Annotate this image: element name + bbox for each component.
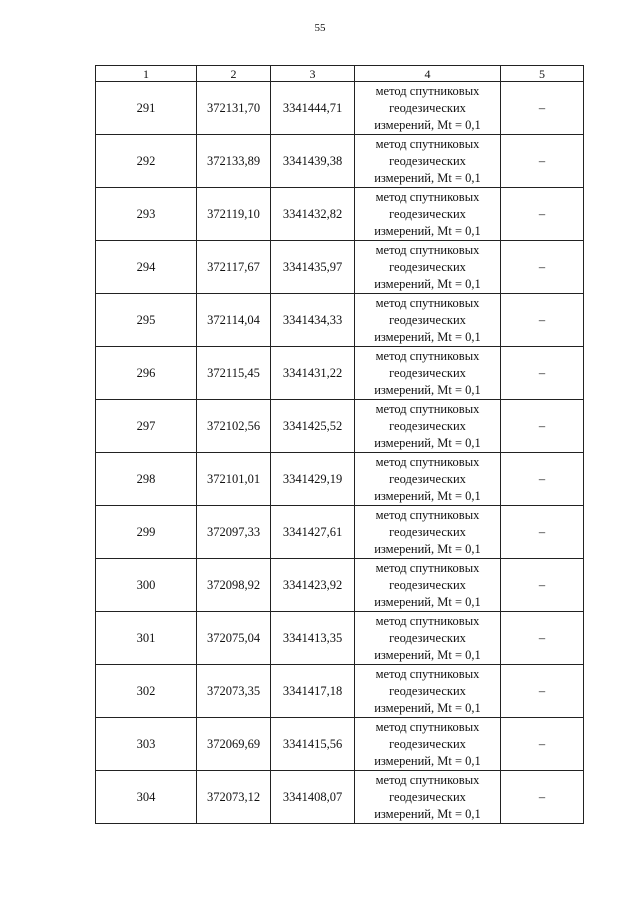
column-header-5: 5 <box>501 66 584 82</box>
method-line: геодезических <box>389 365 466 380</box>
note-cell: – <box>501 294 584 347</box>
method-line: метод спутниковых <box>375 454 480 469</box>
x-coordinate-cell: 372119,10 <box>197 188 271 241</box>
column-header-4: 4 <box>355 66 501 82</box>
method-line: метод спутниковых <box>375 189 480 204</box>
table-row <box>96 453 584 506</box>
y-coordinate-cell: 3341439,38 <box>271 135 355 188</box>
method-line: измерений, Mt = 0,1 <box>374 435 481 450</box>
method-line: метод спутниковых <box>375 613 480 628</box>
method-line: измерений, Mt = 0,1 <box>374 223 481 238</box>
table-row <box>96 135 584 188</box>
method-line: метод спутниковых <box>375 772 480 787</box>
method-cell <box>355 559 501 612</box>
column-header-2: 2 <box>197 66 271 82</box>
x-coordinate-cell: 372133,89 <box>197 135 271 188</box>
note-cell: – <box>501 135 584 188</box>
method-line: измерений, Mt = 0,1 <box>374 276 481 291</box>
x-coordinate-cell: 372131,70 <box>197 82 271 135</box>
method-line: измерений, Mt = 0,1 <box>374 753 481 768</box>
method-line: метод спутниковых <box>375 507 480 522</box>
table-row <box>96 771 584 824</box>
method-cell <box>355 612 501 665</box>
y-coordinate-cell: 3341408,07 <box>271 771 355 824</box>
method-cell <box>355 506 501 559</box>
x-coordinate-cell: 372117,67 <box>197 241 271 294</box>
method-cell <box>355 400 501 453</box>
point-number-cell: 295 <box>96 294 197 347</box>
point-number-cell: 292 <box>96 135 197 188</box>
note-cell: – <box>501 506 584 559</box>
method-line: метод спутниковых <box>375 401 480 416</box>
method-cell <box>355 453 501 506</box>
method-line: геодезических <box>389 153 466 168</box>
y-coordinate-cell: 3341423,92 <box>271 559 355 612</box>
point-number-cell: 304 <box>96 771 197 824</box>
note-cell: – <box>501 559 584 612</box>
x-coordinate-cell: 372101,01 <box>197 453 271 506</box>
method-line: измерений, Mt = 0,1 <box>374 806 481 821</box>
y-coordinate-cell: 3341425,52 <box>271 400 355 453</box>
method-cell <box>355 771 501 824</box>
method-cell <box>355 718 501 771</box>
y-coordinate-cell: 3341413,35 <box>271 612 355 665</box>
method-cell <box>355 188 501 241</box>
method-line: измерений, Mt = 0,1 <box>374 594 481 609</box>
method-line: геодезических <box>389 312 466 327</box>
x-coordinate-cell: 372114,04 <box>197 294 271 347</box>
method-line: метод спутниковых <box>375 666 480 681</box>
y-coordinate-cell: 3341417,18 <box>271 665 355 718</box>
table-body <box>96 82 584 824</box>
method-line: метод спутниковых <box>375 719 480 734</box>
method-line: геодезических <box>389 789 466 804</box>
table-row <box>96 400 584 453</box>
point-number-cell: 303 <box>96 718 197 771</box>
y-coordinate-cell: 3341427,61 <box>271 506 355 559</box>
note-cell: – <box>501 347 584 400</box>
method-line: геодезических <box>389 577 466 592</box>
table-row <box>96 188 584 241</box>
table-row <box>96 347 584 400</box>
y-coordinate-cell: 3341444,71 <box>271 82 355 135</box>
note-cell: – <box>501 241 584 294</box>
column-header-1: 1 <box>96 66 197 82</box>
method-cell <box>355 82 501 135</box>
point-number-cell: 302 <box>96 665 197 718</box>
method-line: геодезических <box>389 100 466 115</box>
note-cell: – <box>501 771 584 824</box>
method-cell <box>355 135 501 188</box>
method-line: метод спутниковых <box>375 83 480 98</box>
method-line: геодезических <box>389 524 466 539</box>
method-line: метод спутниковых <box>375 348 480 363</box>
method-line: измерений, Mt = 0,1 <box>374 117 481 132</box>
note-cell: – <box>501 188 584 241</box>
point-number-cell: 300 <box>96 559 197 612</box>
method-line: геодезических <box>389 630 466 645</box>
note-cell: – <box>501 718 584 771</box>
point-number-cell: 293 <box>96 188 197 241</box>
table-row <box>96 294 584 347</box>
x-coordinate-cell: 372098,92 <box>197 559 271 612</box>
method-line: измерений, Mt = 0,1 <box>374 488 481 503</box>
method-line: метод спутниковых <box>375 295 480 310</box>
point-number-cell: 298 <box>96 453 197 506</box>
table-row <box>96 82 584 135</box>
y-coordinate-cell: 3341432,82 <box>271 188 355 241</box>
y-coordinate-cell: 3341415,56 <box>271 718 355 771</box>
method-cell <box>355 294 501 347</box>
table-row <box>96 665 584 718</box>
method-cell <box>355 241 501 294</box>
method-line: измерений, Mt = 0,1 <box>374 647 481 662</box>
method-line: измерений, Mt = 0,1 <box>374 700 481 715</box>
x-coordinate-cell: 372097,33 <box>197 506 271 559</box>
point-number-cell: 297 <box>96 400 197 453</box>
method-line: геодезических <box>389 206 466 221</box>
x-coordinate-cell: 372115,45 <box>197 347 271 400</box>
method-line: измерений, Mt = 0,1 <box>374 329 481 344</box>
coordinates-table <box>95 65 584 824</box>
method-line: метод спутниковых <box>375 560 480 575</box>
table-row <box>96 241 584 294</box>
note-cell: – <box>501 82 584 135</box>
note-cell: – <box>501 453 584 506</box>
y-coordinate-cell: 3341434,33 <box>271 294 355 347</box>
method-cell <box>355 347 501 400</box>
point-number-cell: 299 <box>96 506 197 559</box>
note-cell: – <box>501 665 584 718</box>
method-line: геодезических <box>389 683 466 698</box>
table-row <box>96 718 584 771</box>
y-coordinate-cell: 3341429,19 <box>271 453 355 506</box>
method-line: измерений, Mt = 0,1 <box>374 170 481 185</box>
note-cell: – <box>501 400 584 453</box>
method-line: геодезических <box>389 418 466 433</box>
method-line: метод спутниковых <box>375 242 480 257</box>
table-header-row <box>96 66 584 82</box>
table-row <box>96 506 584 559</box>
method-line: геодезических <box>389 471 466 486</box>
table-row <box>96 612 584 665</box>
note-cell: – <box>501 612 584 665</box>
page-number: 55 <box>314 22 326 34</box>
x-coordinate-cell: 372073,12 <box>197 771 271 824</box>
method-line: измерений, Mt = 0,1 <box>374 541 481 556</box>
x-coordinate-cell: 372075,04 <box>197 612 271 665</box>
point-number-cell: 296 <box>96 347 197 400</box>
table-row <box>96 559 584 612</box>
method-line: геодезических <box>389 259 466 274</box>
y-coordinate-cell: 3341431,22 <box>271 347 355 400</box>
x-coordinate-cell: 372102,56 <box>197 400 271 453</box>
method-line: метод спутниковых <box>375 136 480 151</box>
point-number-cell: 301 <box>96 612 197 665</box>
method-line: геодезических <box>389 736 466 751</box>
x-coordinate-cell: 372073,35 <box>197 665 271 718</box>
y-coordinate-cell: 3341435,97 <box>271 241 355 294</box>
method-cell <box>355 665 501 718</box>
column-header-3: 3 <box>271 66 355 82</box>
method-line: измерений, Mt = 0,1 <box>374 382 481 397</box>
point-number-cell: 291 <box>96 82 197 135</box>
point-number-cell: 294 <box>96 241 197 294</box>
x-coordinate-cell: 372069,69 <box>197 718 271 771</box>
